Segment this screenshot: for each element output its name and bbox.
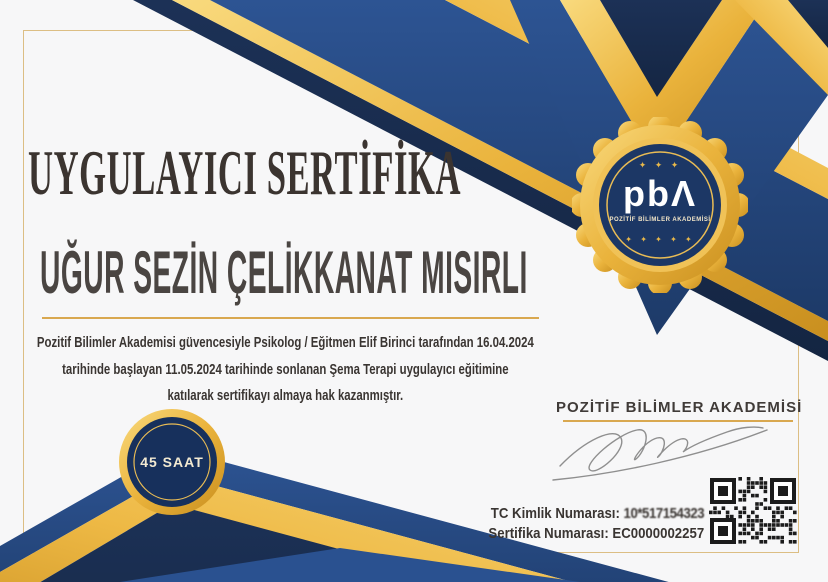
badge-stars-bottom: ✦ ✦ ✦ ✦ ✦ <box>625 235 695 244</box>
badge-org-text: POZİTİF BİLİMLER AKADEMİSİ <box>609 217 711 223</box>
cert-number-label: Sertifika Numarası: <box>488 525 609 542</box>
academy-seal-badge <box>572 117 748 293</box>
pba-logo: pbΛ <box>623 173 697 214</box>
certificate-body <box>30 330 541 410</box>
qr-code <box>709 477 797 545</box>
tc-number-row <box>488 504 704 524</box>
medal-hours-label: 45 SAAT <box>140 454 204 470</box>
certificate-ids <box>488 504 704 544</box>
certificate-title: UYGULAYICI SERTİFİKA <box>28 138 462 208</box>
issuer-name: POZİTİF BİLİMLER AKADEMİSİ <box>556 399 803 416</box>
cert-number-value: EC0000002257 <box>612 525 704 542</box>
hours-medal <box>117 407 227 517</box>
body-line: Pozitif Bilimler Akademisi güvencesiyle Psikolog / Eğitmen Elif Birinci tarafından 16.04.2024 <box>36 334 534 351</box>
tc-number-label: TC Kimlik Numarası: <box>490 505 620 522</box>
name-underline <box>42 317 539 319</box>
tc-number-value: 10*517154323 <box>623 505 704 522</box>
cert-number-row <box>488 524 704 544</box>
body-line: katılarak sertifikayı almaya hak kazanmıştır. <box>167 387 404 404</box>
badge-stars-top: ✦ ✦ ✦ <box>638 160 682 170</box>
body-line: tarihinde başlayan 11.05.2024 tarihinde sonlanan Şema Terapi uygulayıcı eğitimine <box>62 360 509 378</box>
recipient-name: UĞUR SEZİN ÇELİKKANAT MISIRLI <box>40 239 528 306</box>
